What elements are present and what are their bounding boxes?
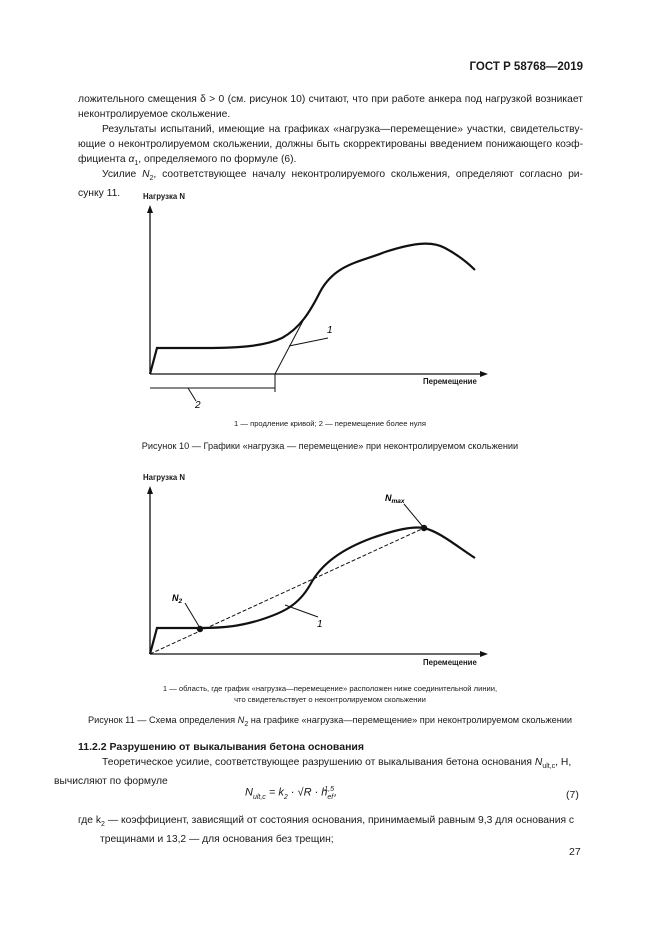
- fig11-nmax-label: $N_{max}$: [385, 493, 405, 505]
- fig10-x-label: Перемещение: [423, 377, 477, 386]
- formula-7: $N_{ult,c} = k_2 \cdot √R \cdot h_{ef}^{1,5}$,: [245, 786, 338, 801]
- fig11-n2-label: $N_2$: [172, 593, 183, 605]
- fig11-legend: 1 — область, где график «нагрузка—перемещение» расположен ниже соединительной линии, что свидетельствует о неконтролируемом скольжении: [162, 684, 498, 704]
- fig11-x-arrow: [480, 651, 488, 657]
- fig11-n2-leader: [185, 603, 200, 628]
- fig11-marker-1: 1: [317, 619, 323, 630]
- fig10-marker-2: 2: [195, 400, 201, 411]
- page-number: 27: [569, 846, 581, 858]
- section-heading: 11.2.2 Разрушению от выкалывания бетона основания: [78, 741, 365, 753]
- paragraph-2: Результаты испытаний, имеющие на графиках «нагрузка—перемещение» участки, свидетельству-ющие о неконтролируемом скольжении, должны быть скорректированы введением понижающего коэф-фициента $\alpha_1$, определяемого по формуле (6).: [78, 124, 583, 168]
- fig10-legend: 1 — продление кривой; 2 — перемещение более нуля: [234, 419, 426, 428]
- paragraph-1: ложительного смещения δ > 0 (см. рисунок 10) считают, что при работе анкера под нагрузкой возникает неконтролируемое скольжение.: [78, 94, 583, 120]
- fig10-caption: Рисунок 10 — Графики «нагрузка — перемещение» при неконтролируемом скольжении: [141, 441, 519, 451]
- fig11-n2-point: [197, 626, 203, 632]
- document-id: ГОСТ Р 58768—2019: [469, 61, 583, 73]
- fig11-connecting-line: [150, 528, 424, 654]
- fig11-y-arrow: [147, 486, 153, 494]
- where-paragraph: где $k_2$ — коэффициент, зависящий от состояния основания, принимаемый равным 9,3 для основания с трещинами и 13,2 — для основания без трещин;: [78, 815, 575, 846]
- fig11-x-label: Перемещение: [423, 658, 477, 667]
- fig11-leader-1: [285, 605, 318, 617]
- fig11-nmax-point: [421, 525, 427, 531]
- fig11-nmax-leader: [404, 504, 424, 528]
- paragraph-3: Усилие $N_2$, соответствующее началу неконтролируемого скольжения, определяют согласно ри-сунку 11.: [78, 169, 583, 200]
- section-paragraph: Теоретическое усилие, соответствующее разрушению от выкалывания бетона основания $N_{ult,c}$, Н, вычисляют по формуле: [54, 757, 572, 788]
- fig11-curve: [150, 527, 475, 654]
- fig10-marker-1: 1: [327, 325, 333, 336]
- fig11-caption: Рисунок 11 — Схема определения $N_2$ на графике «нагрузка—перемещение» при неконтролируемом скольжении: [87, 715, 573, 728]
- fig10-y-label: Нагрузка N: [143, 192, 186, 201]
- fig11-y-label: Нагрузка N: [143, 473, 186, 482]
- formula-number: (7): [566, 789, 579, 801]
